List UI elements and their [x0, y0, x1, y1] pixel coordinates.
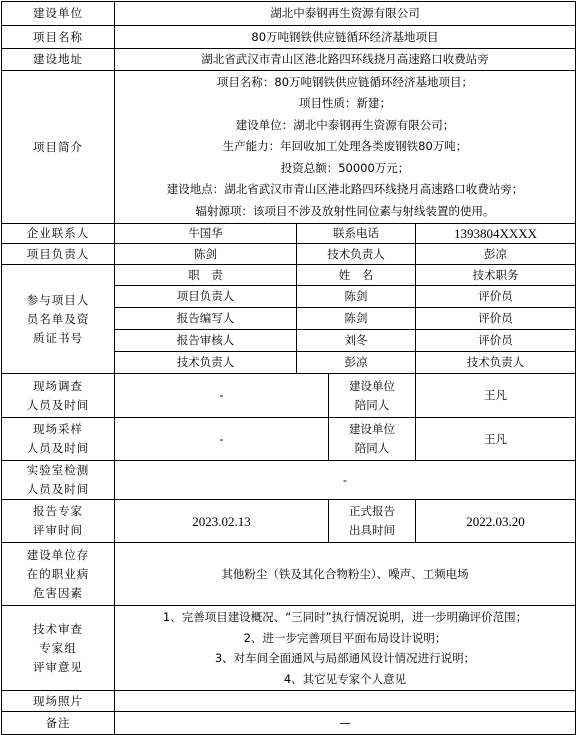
site-sampling-label: 现场采样 人员及时间 [2, 418, 115, 461]
project-name-value: 80万吨钢铁供应链循环经济基地项目 [115, 26, 576, 49]
personnel-role: 报告编写人 [115, 308, 297, 330]
construction-address-value: 湖北省武汉市青山区港北路四环线挠月高速路口收费站旁 [115, 49, 576, 71]
expert-review-date: 2023.02.13 [115, 500, 329, 543]
project-info-table [1, 1, 576, 735]
personnel-header-role: 职 责 [115, 265, 297, 286]
construction-unit-value: 湖北中泰钢再生资源有限公司 [115, 2, 576, 26]
personnel-name: 刘冬 [297, 330, 416, 352]
hazards-value: 其他粉尘（铁及其化合物粉尘）、噪声、工频电场 [115, 543, 576, 606]
row-project-name [2, 26, 576, 49]
site-survey-value: - [115, 374, 329, 418]
construction-address-label: 建设地址 [2, 49, 115, 71]
opinion-line: 4、其它见专家个人意见 [283, 671, 407, 686]
project-intro-content [115, 71, 576, 224]
personnel-title: 评价员 [416, 308, 576, 330]
site-survey-companion: 王凡 [416, 374, 576, 418]
remarks-value: — [115, 712, 576, 735]
intro-line: 建设单位：湖北中泰钢再生资源有限公司； [235, 117, 455, 132]
personnel-name: 陈剑 [297, 286, 416, 308]
opinion-line: 2、进一步完善项目平面布局设计说明； [243, 630, 447, 645]
issue-date: 2022.03.20 [416, 500, 576, 543]
personnel-header-title: 技术职务 [416, 265, 576, 286]
hazards-label: 建设单位存 在的职业病 危害因素 [2, 543, 115, 606]
row-hazards [2, 543, 576, 606]
expert-review-label: 报告专家 评审时间 [2, 500, 115, 543]
row-site-sampling [2, 418, 576, 461]
row-personnel-header [2, 265, 576, 286]
personnel-title: 技术负责人 [416, 352, 576, 374]
personnel-header-name: 姓 名 [297, 265, 416, 286]
row-expert-review [2, 500, 576, 543]
intro-line: 建设地点：湖北省武汉市青山区港北路四环线挠月高速路口收费站旁； [166, 182, 524, 197]
site-sampling-value: - [115, 418, 329, 461]
row-lab-testing [2, 461, 576, 500]
review-opinions-label: 技术审查 专家组 评审意见 [2, 606, 115, 691]
contact-value: 牛国华 [115, 224, 297, 244]
project-leader-value: 陈剑 [115, 244, 297, 265]
project-leader-label: 项目负责人 [2, 244, 115, 265]
site-sampling-companion: 王凡 [416, 418, 576, 461]
construction-unit-label: 建设单位 [2, 2, 115, 26]
row-construction-unit [2, 2, 576, 26]
intro-line: 项目性质：新建； [299, 96, 391, 111]
site-survey-label: 现场调查 人员及时间 [2, 374, 115, 418]
personnel-label: 参与项目人 员名单及资 质证书号 [2, 265, 115, 374]
row-site-photos [2, 691, 576, 712]
lab-testing-label: 实验室检测 人员及时间 [2, 461, 115, 500]
issue-time-label: 正式报告 出具时间 [329, 500, 416, 543]
personnel-name: 陈剑 [297, 308, 416, 330]
row-construction-address [2, 49, 576, 71]
phone-label: 联系电话 [297, 224, 416, 244]
review-opinions-content [115, 606, 576, 691]
site-sampling-companion-label: 建设单位 陪同人 [329, 418, 416, 461]
personnel-role: 报告审核人 [115, 330, 297, 352]
intro-line: 投资总额：50000万元； [280, 160, 410, 175]
personnel-title: 评价员 [416, 286, 576, 308]
intro-line: 项目名称：80万吨钢铁供应链循环经济基地项目； [216, 75, 474, 90]
remarks-label: 备注 [2, 712, 115, 735]
row-review-opinions [2, 606, 576, 691]
opinion-line: 1、完善项目建设概况、“三同时”执行情况说明，进一步明确评价范围； [162, 610, 528, 624]
tech-leader-label: 技术负责人 [297, 244, 416, 265]
project-name-label: 项目名称 [2, 26, 115, 49]
phone-value: 1393804XXXX [416, 224, 576, 244]
tech-leader-value: 彭凉 [416, 244, 576, 265]
personnel-title: 评价员 [416, 330, 576, 352]
personnel-role: 技术负责人 [115, 352, 297, 374]
contact-label: 企业联系人 [2, 224, 115, 244]
row-project-intro [2, 71, 576, 224]
lab-testing-value: - [115, 461, 576, 500]
personnel-name: 彭凉 [297, 352, 416, 374]
intro-line: 生产能力：年回收加工处理各类废钢铁80万吨； [222, 139, 468, 154]
site-photos-value [115, 691, 576, 712]
site-survey-companion-label: 建设单位 陪同人 [329, 374, 416, 418]
intro-line: 辐射源项：该项目不涉及放射性同位素与射线装置的使用。 [195, 203, 495, 218]
row-site-survey [2, 374, 576, 418]
site-photos-label: 现场照片 [2, 691, 115, 712]
row-leaders [2, 244, 576, 265]
opinion-line: 3、对车间全面通风与局部通风设计情况进行说明； [214, 651, 476, 665]
row-remarks [2, 712, 576, 735]
project-intro-label: 项目简介 [2, 71, 115, 224]
row-contact [2, 224, 576, 244]
personnel-role: 项目负责人 [115, 286, 297, 308]
